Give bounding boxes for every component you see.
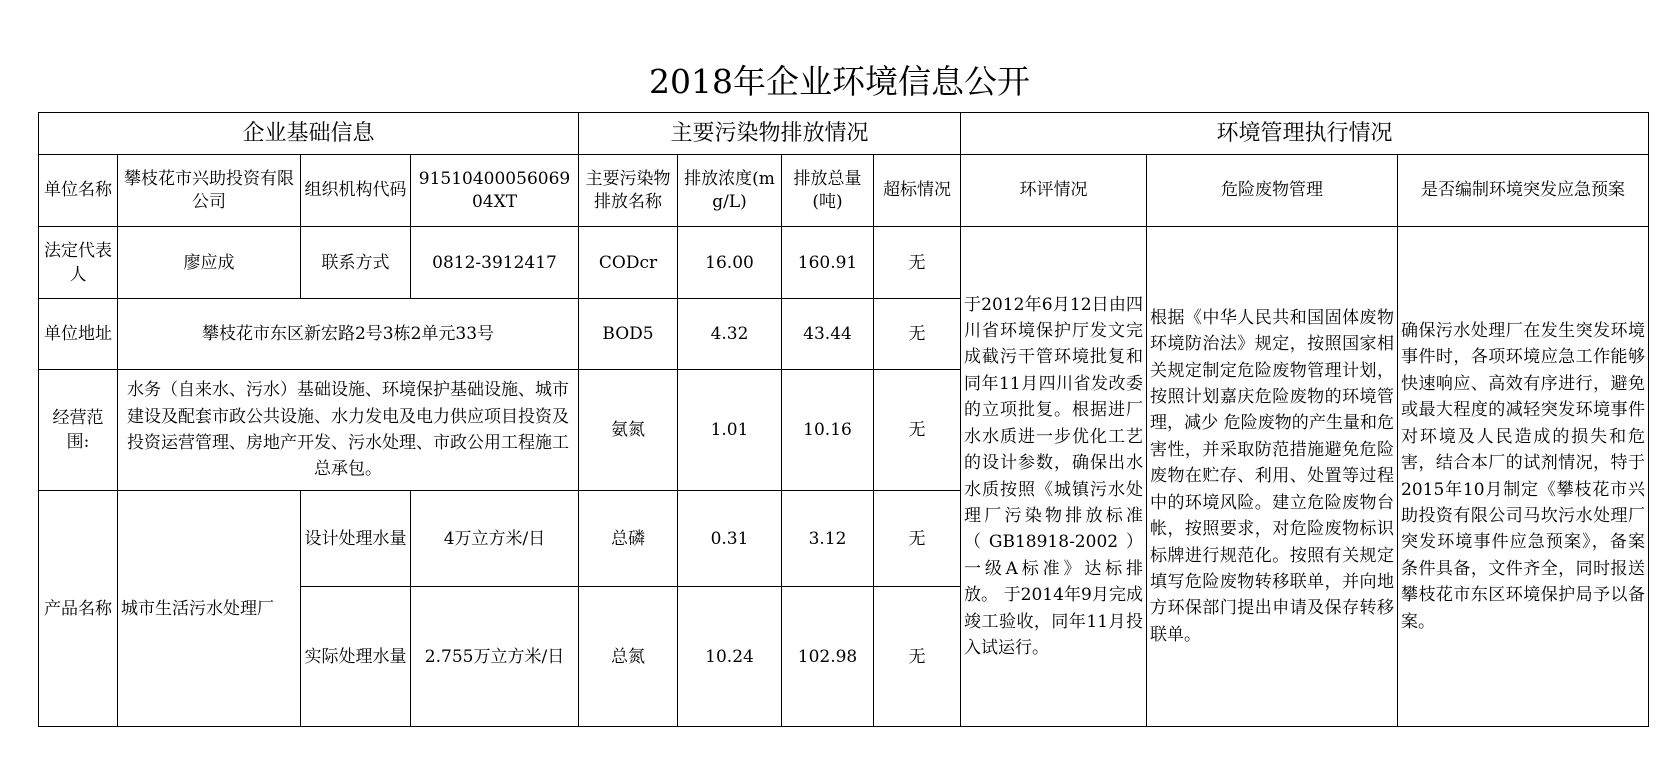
exceed-header: 超标情况 — [874, 155, 961, 227]
address-value: 攀枝花市东区新宏路2号3栋2单元33号 — [118, 299, 579, 370]
pollutant-exceed: 无 — [874, 299, 961, 370]
pollutant-concentration: 16.00 — [678, 227, 782, 299]
page-title: 2018年企业环境信息公开 — [649, 62, 1030, 101]
product-value: 城市生活污水处理厂 — [118, 491, 301, 727]
pollutant-total: 102.98 — [782, 587, 874, 727]
pollutant-name: BOD5 — [579, 299, 678, 370]
org-code-label: 组织机构代码 — [301, 155, 411, 227]
environment-info-table — [38, 112, 1649, 727]
pollutant-name: 氨氮 — [579, 370, 678, 491]
pollutant-exceed: 无 — [874, 587, 961, 727]
pollutant-name: 总磷 — [579, 491, 678, 587]
eia-text: 于2012年6月12日由四川省环境保护厅发文完成截污干管环境批复和同年11月四川省发改委的立项批复。根据进厂水水质进一步优化工艺的设计参数，确保出水水质按照《城镇污水处理厂污染物排放标准（GB18918-2002）一级A标准》达标排放。 于2014年9月完成竣工验收，同年11月投入试运行。 — [961, 227, 1147, 727]
actual-capacity-label: 实际处理水量 — [301, 587, 411, 727]
pollutant-concentration: 0.31 — [678, 491, 782, 587]
total-header: 排放总量(吨) — [782, 155, 874, 227]
product-label: 产品名称 — [39, 491, 118, 727]
hazardous-waste-header: 危险废物管理 — [1147, 155, 1398, 227]
org-code-value: 9151040005606904XT — [411, 155, 579, 227]
contact-label: 联系方式 — [301, 227, 411, 299]
pollutant-total: 3.12 — [782, 491, 874, 587]
scope-label: 经营范围: — [39, 370, 118, 491]
design-capacity-value: 4万立方米/日 — [411, 491, 579, 587]
pollutant-total: 43.44 — [782, 299, 874, 370]
emergency-plan-text: 确保污水处理厂在发生突发环境事件时，各项环境应急工作能够快速响应、高效有序进行，避免或最大程度的减轻突发环境事件对环境及人民造成的损失和危害，结合本厂的试剂情况，特于2015年10月制定《攀枝花市兴助投资有限公司马坎污水处理厂突发环境事件应急预案》，备案条件具备，文件齐全，同时报送攀枝花市东区环境保护局予以备案。 — [1398, 227, 1649, 727]
pollutant-total: 10.16 — [782, 370, 874, 491]
scope-value: 水务（自来水、污水）基础设施、环境保护基础设施、城市建设及配套市政公共设施、水力发电及电力供应项目投资及投资运营管理、房地产开发、污水处理、市政公用工程施工总承包。 — [118, 370, 579, 491]
pollutant-exceed: 无 — [874, 491, 961, 587]
address-label: 单位地址 — [39, 299, 118, 370]
section-header-row — [39, 113, 1649, 155]
pollutant-exceed: 无 — [874, 370, 961, 491]
column-header-row — [39, 155, 1649, 227]
hazardous-waste-text: 根据《中华人民共和国固体废物环境防治法》规定，按照国家相关规定制定危险废物管理计划，按照计划嘉庆危险废物的环境管理，减少 危险废物的产生量和危害性，并采取防范措施避免危险废物在贮存、利用、处置等过程中的环境风险。建立危险废物台帐，按照要求，对危险废物标识标牌进行规范化。按照有关规定填写危险废物转移联单，并向地方环保部门提出申请及保存转移联单。 — [1147, 227, 1398, 727]
pollutant-name-header: 主要污染物 排放名称 — [579, 155, 678, 227]
legal-rep-label: 法定代表人 — [39, 227, 118, 299]
emergency-plan-header: 是否编制环境突发应急预案 — [1398, 155, 1649, 227]
contact-value: 0812-3912417 — [411, 227, 579, 299]
pollutant-name: 总氮 — [579, 587, 678, 727]
section-pollutants: 主要污染物排放情况 — [579, 113, 961, 155]
pollutant-concentration: 1.01 — [678, 370, 782, 491]
pollutant-total: 160.91 — [782, 227, 874, 299]
pollutant-exceed: 无 — [874, 227, 961, 299]
concentration-header: 排放浓度(mg/L) — [678, 155, 782, 227]
section-management: 环境管理执行情况 — [961, 113, 1649, 155]
table-row — [39, 227, 1649, 299]
legal-rep-value: 廖应成 — [118, 227, 301, 299]
actual-capacity-value: 2.755万立方米/日 — [411, 587, 579, 727]
unit-name-value: 攀枝花市兴助投资有限公司 — [118, 155, 301, 227]
unit-name-label: 单位名称 — [39, 155, 118, 227]
pollutant-name: CODcr — [579, 227, 678, 299]
pollutant-concentration: 4.32 — [678, 299, 782, 370]
eia-header: 环评情况 — [961, 155, 1147, 227]
pollutant-concentration: 10.24 — [678, 587, 782, 727]
section-basic-info: 企业基础信息 — [39, 113, 579, 155]
design-capacity-label: 设计处理水量 — [301, 491, 411, 587]
